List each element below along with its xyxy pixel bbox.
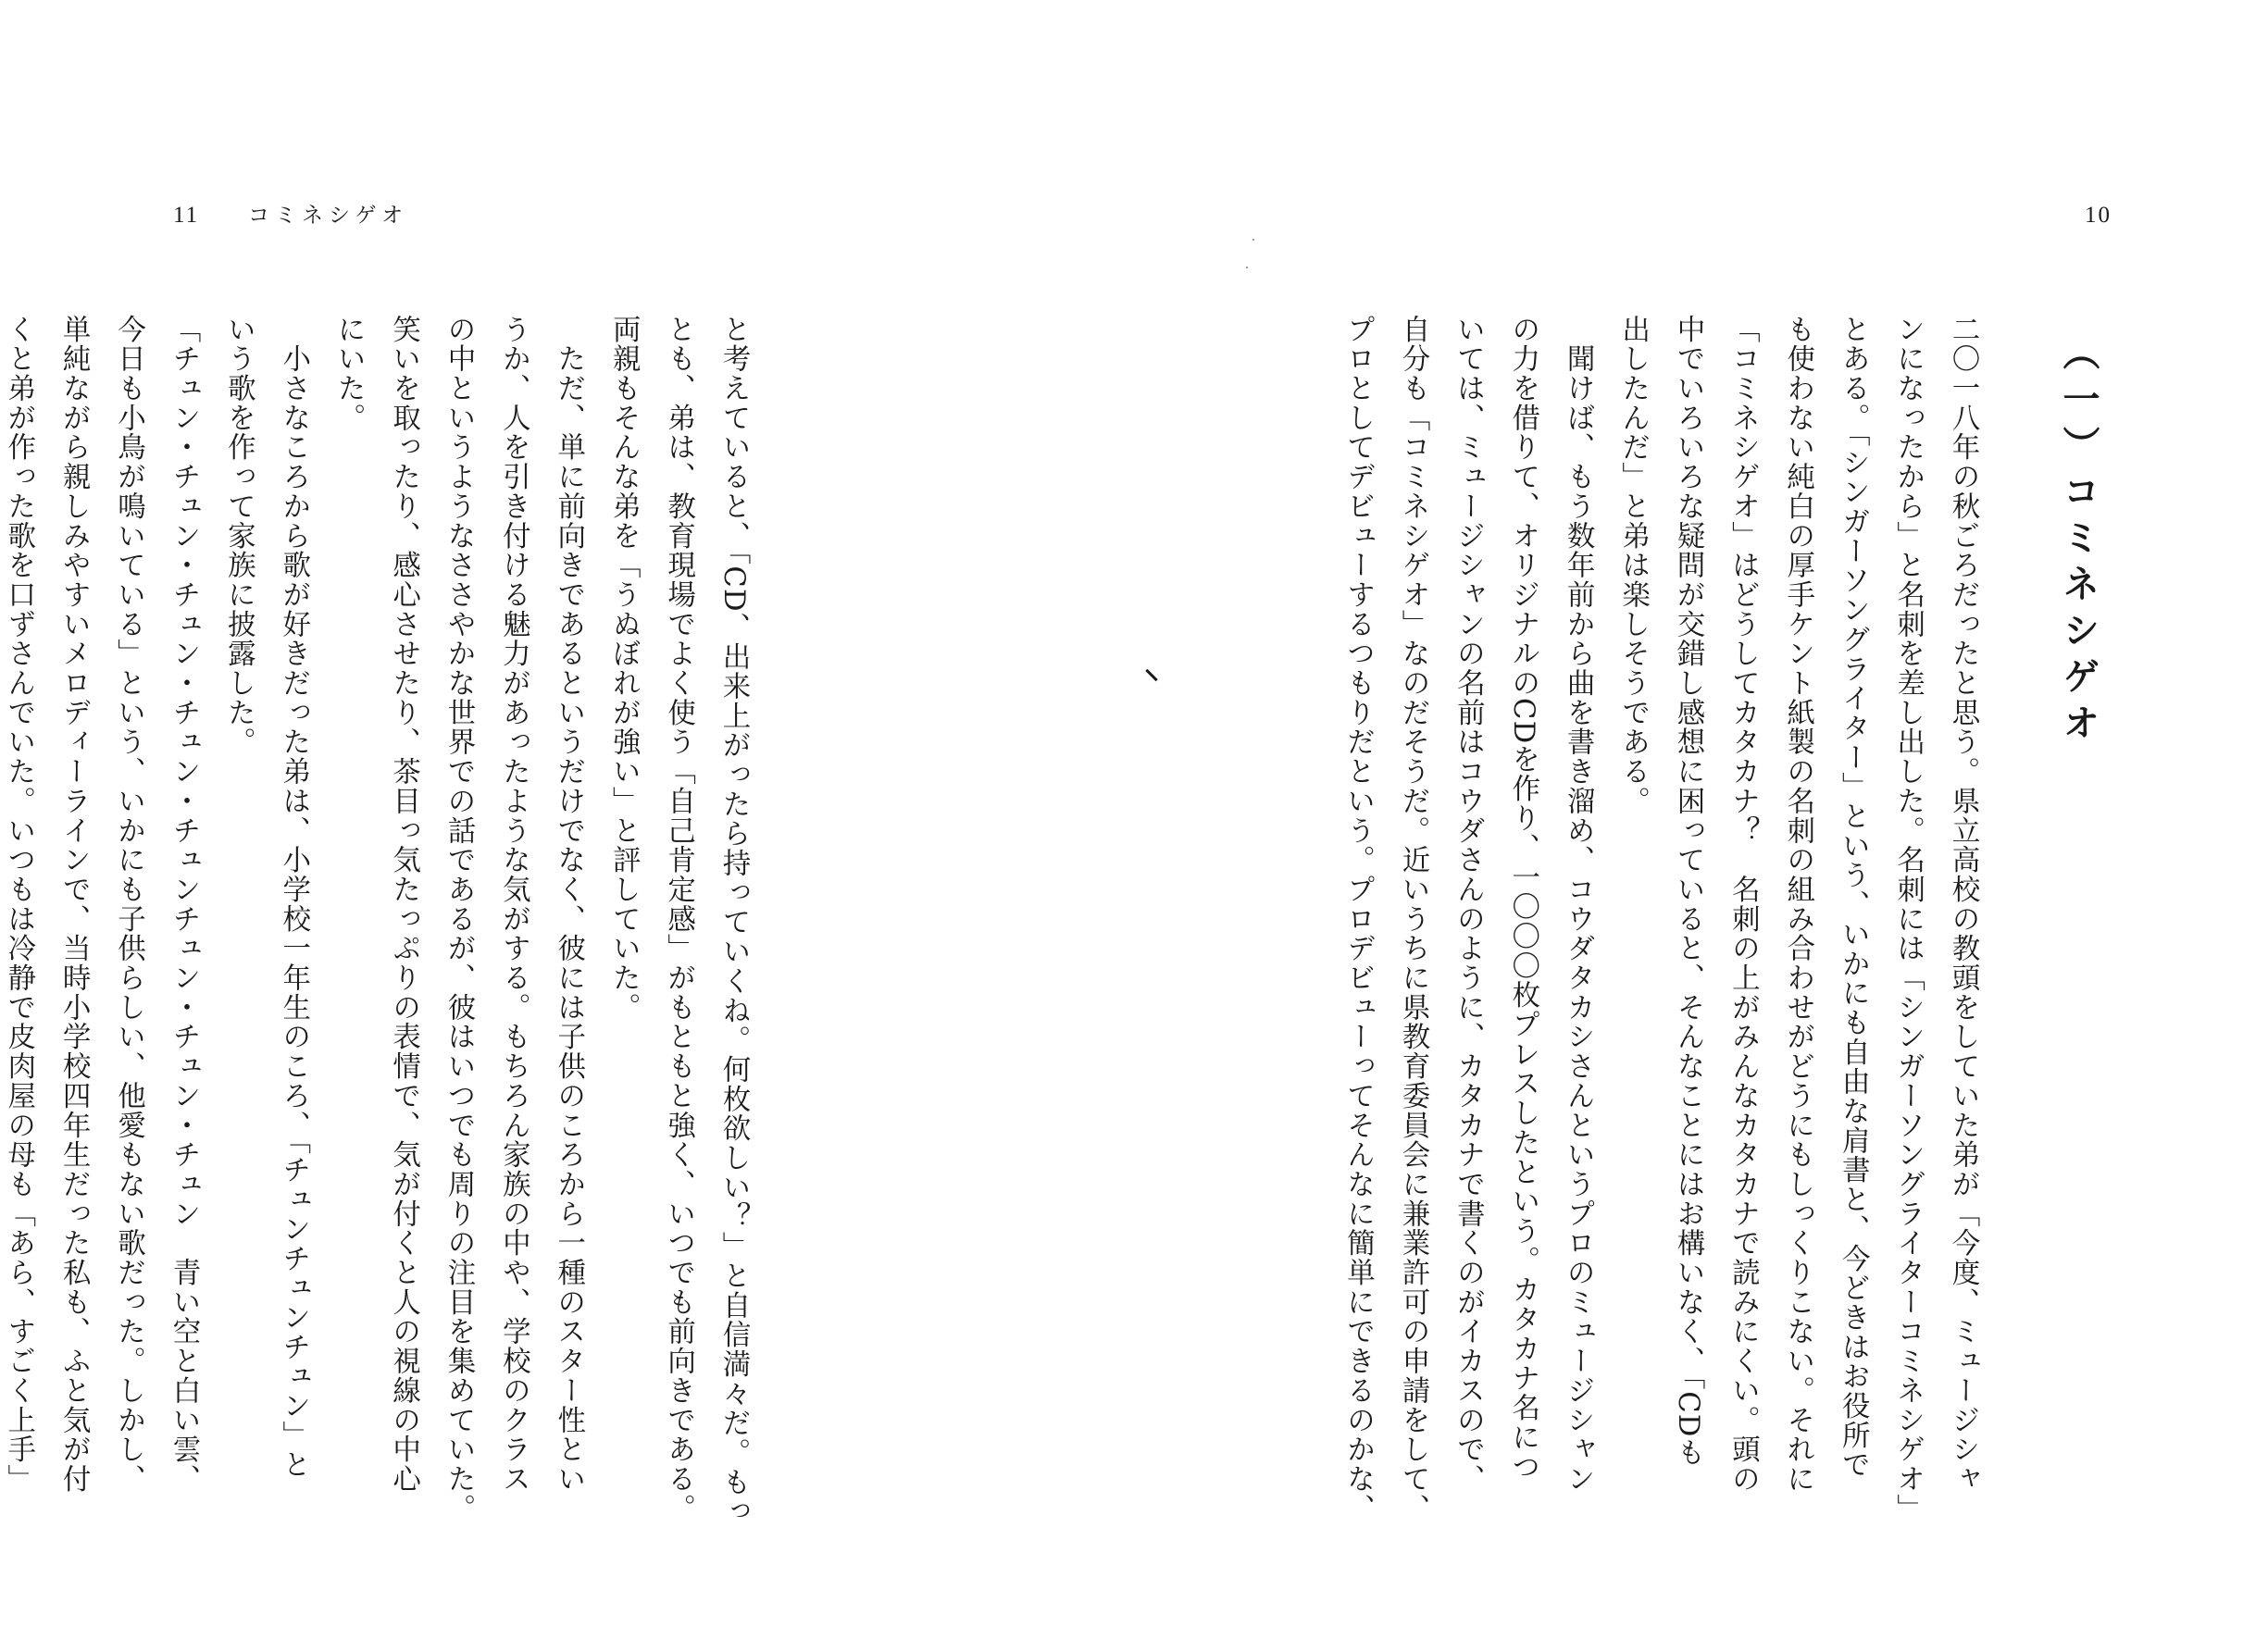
gutter-mark xyxy=(1246,267,1248,268)
body-line: 中でいろいろな疑問が交錯し感想に困っていると、そんなことにはお構いなく、「CDも xyxy=(1671,315,1704,1468)
body-line: 聞けば、もう数年前から曲を書き溜め、コウダタカシさんというプロのミュージシャン xyxy=(1562,315,1595,1494)
right-page-body xyxy=(1330,315,1990,1523)
body-line: いう歌を作って家族に披露した。 xyxy=(222,315,255,757)
chapter-title: （一）コミネシゲオ xyxy=(2057,333,2100,750)
body-line: 両親もそんな弟を「うぬぼれが強い」と評していた。 xyxy=(607,315,641,1023)
body-line: の力を借りて、オリジナルのCDを作り、一〇〇〇枚プレスしたという。カタカナ名につ xyxy=(1506,315,1539,1482)
gutter-mark xyxy=(1252,239,1254,241)
body-line: とも、弟は、教育現場でよく使う「自己肯定感」がもともと強く、いつでも前向きである。 xyxy=(662,315,695,1523)
body-line: の中というようなささやかな世界での話であるが、彼はいつでも周りの注目を集めていた。 xyxy=(442,315,475,1523)
body-line: 自分も「コミネシゲオ」なのだそうだ。近いうちに県教育委員会に兼業許可の申請をして、 xyxy=(1396,315,1429,1523)
body-line: ただ、単に前向きであるというだけでなく、彼には子供のころから一種のスター性とい xyxy=(552,315,585,1494)
body-line: と考えていると、「CD、出来上がったら持っていくね。何枚欲しい？」と自信満々だ。もっ xyxy=(717,315,750,1527)
left-page-body xyxy=(0,315,761,1526)
body-line: 「チュン・チュン・チュン・チュン・チュンチュン・チュン・チュン 青い空と白い雲、 xyxy=(167,315,200,1494)
body-line: ンになったから」と名刺を差し出した。名刺には「シンガーソングライターコミネシゲオ」 xyxy=(1891,315,1925,1523)
body-line: 「コミネシゲオ」はどうしてカタカナ？ 名刺の上がみんなカタカナで読みにくい。頭の xyxy=(1726,315,1760,1494)
stray-mark xyxy=(1145,669,1157,681)
body-line: とある。「シンガーソングライター」という、いかにも自由な肩書と、今どきはお役所で xyxy=(1837,315,1870,1480)
body-line: いては、ミュージシャンの名前はコウダさんのように、カタカナで書くのがイカスので、 xyxy=(1452,315,1485,1494)
body-line: くと弟が作った歌を口ずさんでいた。いつもは冷静で皮肉屋の母も「あら、すごく上手」 xyxy=(2,315,35,1494)
body-line: うか、人を引き付ける魅力があったような気がする。もちろん家族の中や、学校のクラス xyxy=(497,315,530,1494)
body-line: も使わない純白の厚手ケント紙製の名刺の組み合わせがどうにもしっくりこない。それに xyxy=(1781,315,1814,1494)
body-line: にいた。 xyxy=(332,315,366,433)
body-line: 小さなころから歌が好きだった弟は、小学校一年生のころ、「チュンチュンチュン」と xyxy=(277,315,310,1480)
right-page-number: 10 xyxy=(2085,203,2112,228)
body-line: 出したんだ」と弟は楽しそうである。 xyxy=(1616,315,1650,816)
body-line: プロとしてデビューするつもりだという。プロデビューってそんなに簡単にできるのかな、 xyxy=(1341,315,1375,1523)
body-line: 二〇一八年の秋ごろだったと思う。県立高校の教頭をしていた弟が「今度、ミュージシャ xyxy=(1947,315,1979,1494)
left-page-number: 11 xyxy=(173,203,200,228)
running-head: コミネシゲオ xyxy=(248,204,409,228)
body-line: 単純ながら親しみやすいメロディーラインで、当時小学校四年生だった私も、ふと気が付 xyxy=(57,315,91,1494)
body-line: 笑いを取ったり、感心させたり、茶目っ気たっぷりの表情で、気が付くと人の視線の中心 xyxy=(387,315,420,1494)
body-line: 今日も小鳥が鳴いている」という、いかにも子供らしい、他愛もない歌だった。しかし、 xyxy=(112,315,145,1494)
